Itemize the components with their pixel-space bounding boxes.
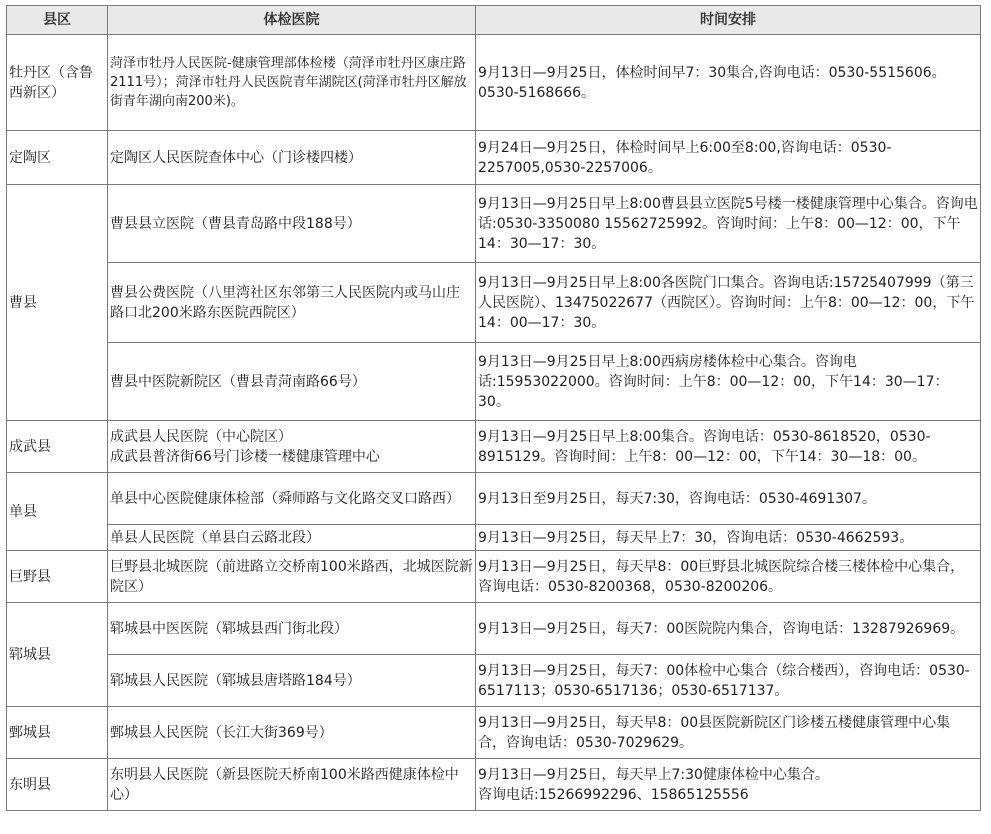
table-row [7,525,981,551]
hospital-cell: 鄄城县人民医院（长江大街369号） [108,707,476,759]
time-cell: 9月13日—9月25日早上8:00曹县县立医院5号楼一楼健康管理中心集合。咨询电话:0530-3350080 15562725992。咨询时间：上午8：00—12：00，下午14：30—17：30。 [476,185,981,263]
time-cell: 9月13日—9月25日，每天早上7：30，咨询电话：0530-4662593。 [476,525,981,551]
hospital-cell: 曹县县立医院（曹县青岛路中段188号） [108,185,476,263]
table-row [7,759,981,811]
time-cell: 9月13日—9月25日，每天7：00医院院内集合，咨询电话：13287926969。 [476,603,981,655]
header-county: 县区 [7,6,108,35]
header-hospital: 体检医院 [108,6,476,35]
hospital-cell: 曹县中医院新院区（曹县青菏南路66号） [108,343,476,421]
time-cell: 9月13日—9月25日早上8:00各医院门口集合。咨询电话:15725407999（第三人民医院）、13475022677（西院区）。咨询时间：上午8：00—12：00，下午14：00—17：30。 [476,263,981,343]
table-row [7,655,981,707]
table-row [7,707,981,759]
hospital-cell: 菏泽市牡丹人民医院-健康管理部体检楼（菏泽市牡丹区康庄路2111号）；菏泽市牡丹人民医院青年湖院区(菏泽市牡丹区解放街青年湖向南200米)。 [108,35,476,131]
header-time: 时间安排 [476,6,981,35]
county-cell: 鄄城县 [7,707,108,759]
table-row [7,473,981,525]
time-cell: 9月13日—9月25日，每天早8：00巨野县北城医院综合楼三楼体检中心集合，咨询电话：0530-8200368，0530-8200206。 [476,551,981,603]
table-row [7,343,981,421]
time-cell: 9月13日—9月25日，每天7：00体检中心集合（综合楼西），咨询电话：0530-6517113；0530-6517136；0530-6517137。 [476,655,981,707]
county-cell: 牡丹区（含鲁西新区） [7,35,108,131]
table-row [7,421,981,473]
hospital-cell: 巨野县北城医院（前进路立交桥南100米路西，北城医院新院区） [108,551,476,603]
county-cell: 单县 [7,473,108,551]
table-row [7,263,981,343]
hospital-cell: 定陶区人民医院查体中心（门诊楼四楼） [108,131,476,185]
hospital-cell: 单县人民医院（单县白云路北段） [108,525,476,551]
hospital-cell: 成武县人民医院（中心院区） 成武县普济街66号门诊楼一楼健康管理中心 [108,421,476,473]
hospital-cell: 郓城县中医医院（郓城县西门街北段） [108,603,476,655]
time-cell: 9月13日—9月25日，每天早8：00县医院新院区门诊楼五楼健康管理中心集合，咨询电话：0530-7029629。 [476,707,981,759]
time-cell: 9月13日至9月25日，每天7:30，咨询电话：0530-4691307。 [476,473,981,525]
hospital-cell: 单县中心医院健康体检部（舜师路与文化路交叉口路西） [108,473,476,525]
county-cell: 东明县 [7,759,108,811]
hospital-cell: 东明县人民医院（新县医院天桥南100米路西健康体检中心） [108,759,476,811]
table-row [7,185,981,263]
time-cell: 9月13日—9月25日，每天早上7:30健康体检中心集合。 咨询电话:15266992296、15865125556 [476,759,981,811]
schedule-table [6,5,981,811]
county-cell: 郓城县 [7,603,108,707]
table-row [7,131,981,185]
table-row [7,35,981,131]
hospital-cell: 曹县公费医院（八里湾社区东邻第三人民医院内或马山庄路口北200米路东医院西院区） [108,263,476,343]
county-cell: 曹县 [7,185,108,421]
county-cell: 定陶区 [7,131,108,185]
county-cell: 巨野县 [7,551,108,603]
time-cell: 9月13日—9月25日早上8:00西病房楼体检中心集合。咨询电话:15953022000。咨询时间：上午8：00—12：00，下午14：30—17：30。 [476,343,981,421]
time-cell: 9月13日—9月25日早上8:00集合。咨询电话：0530-8618520，0530-8915129。咨询时间：上午8：00—12：00，下午14：30—18：00。 [476,421,981,473]
table-row [7,551,981,603]
hospital-cell: 郓城县人民医院（郓城县唐塔路184号） [108,655,476,707]
time-cell: 9月13日—9月25日，体检时间早7：30集合,咨询电话：0530-5515606。 0530-5168666。 [476,35,981,131]
time-cell: 9月24日—9月25日，体检时间早上6:00至8:00,咨询电话：0530-2257005,0530-2257006。 [476,131,981,185]
header-row [7,6,981,35]
county-cell: 成武县 [7,421,108,473]
table-row [7,603,981,655]
